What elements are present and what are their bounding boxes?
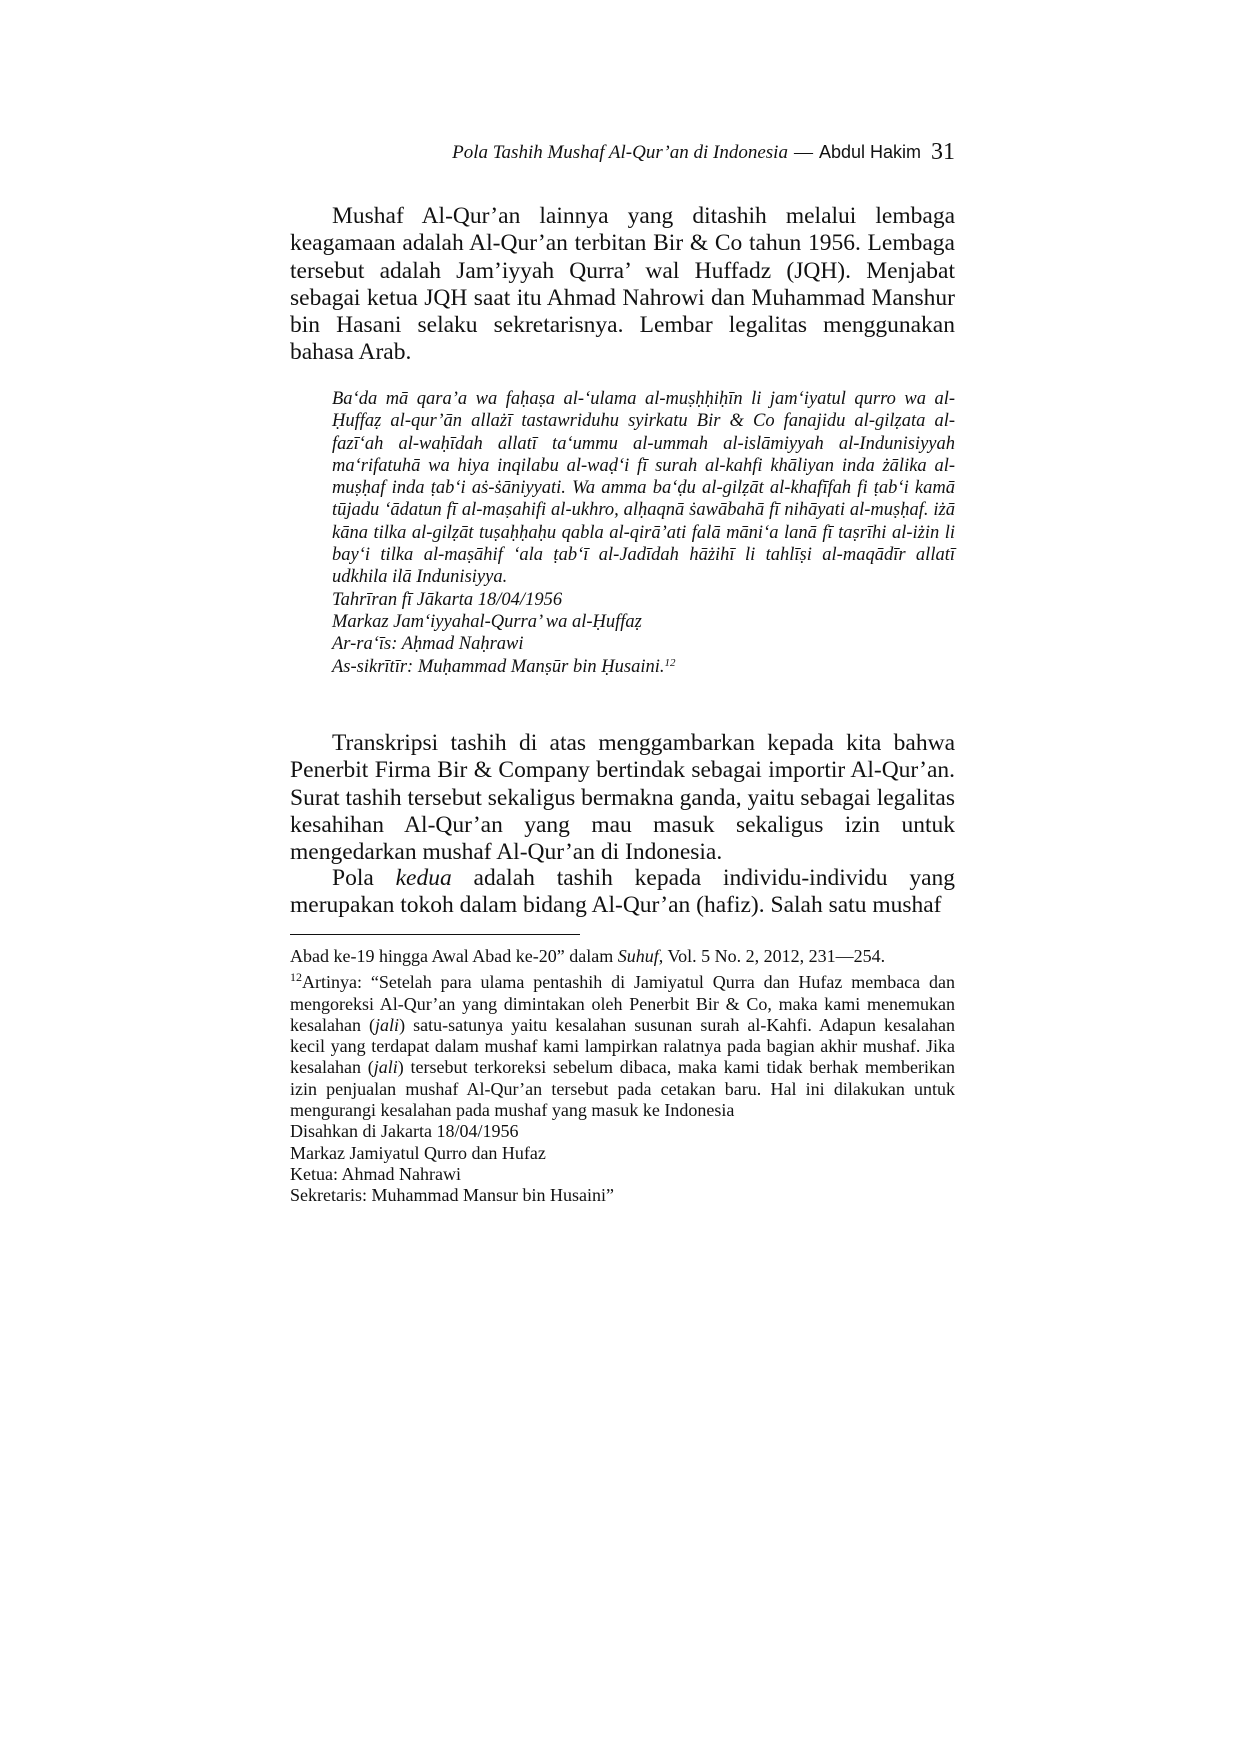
quote-signature-secretary: As-sikrītīr: Muḥammad Manṣūr bin Ḥusaini. (332, 656, 665, 677)
footnote-separator (290, 934, 580, 935)
quote-signature-line: Tahrīran fī Jākarta 18/04/1956 (332, 589, 563, 610)
body-paragraph-1 (290, 203, 955, 367)
footnote-12-text: ) tersebut terkoreksi sebelum dibaca, maka kami tidak berhak memberikan izin penjualan mushaf Al-Qur’an tersebut pada cetakan baru. Hal ini dilakukan untuk mengurangi kesalahan pada mushaf yang masuk ke Indonesia (290, 1057, 955, 1121)
footnotes (290, 946, 955, 1207)
footnote-reference-12[interactable]: 12 (664, 656, 676, 669)
quote-signature-line (332, 656, 955, 678)
footnote-12-signature-line: Ketua: Ahmad Nahrawi (290, 1163, 461, 1184)
footnote-12-text: Artinya: “Setelah para ulama pentashih di Jamiyatul Qurra dan Hufaz membaca dan mengoreksi Al-Qur’an yang dimintakan oleh Penerbit Bir & Co, maka kami menemukan kesalahan ( (290, 972, 955, 1035)
footnote-12 (290, 972, 955, 1121)
quote-signature-line: Ar-ra‘īs: Aḥmad Naḥrawi (332, 634, 524, 655)
paragraph-3-emphasis: kedua (395, 865, 452, 891)
body-paragraph-2 (290, 730, 955, 866)
footnote-12-term: jali (373, 1057, 398, 1078)
paragraph-3-text-end: adalah tashih kepada individu-individu yang merupakan tokoh dalam bidang Al-Qur’an (hafiz). Salah satu mushaf (290, 865, 955, 919)
running-header-author: Abdul Hakim (818, 142, 921, 162)
quote-signature-line: Markaz Jam‘iyyahal-Qurra’ wa al-Ḥuffaẓ (332, 611, 642, 632)
footnote-number: 12 (290, 970, 302, 985)
quote-text: Ba‘da mā qara’a wa faḥaṣa al-‘ulama al-muṣḥḥiḥīn li jam‘iyatul qurro wa al-Ḥuffaẓ al-qur’ān allażī tastawriduhu syirkatu Bir & Co fanajidu al-gilẓata al-fazī‘ah al-waḥīdah allatī ta‘ummu al-ummah al-islāmiyyah al-Indunisiyyah ma‘rifatuhā wa hiya inqilabu al-waḍ‘i fī surah al-kahfi khāliyan inda żālika al-muṣḥaf inda ṭab‘i aṡ-ṡāniyyati. Wa amma ba‘ḍu al-gilẓāt al-khafīfah fi ṭab‘i kamā tūjadu ‘ādatun fī al-maṣahifi al-ukhro, alḥaqnā ṡawābahā fī nihāyati al-muṣḥaf. iżā kāna tilka al-gilẓāt tuṣaḥḥaḥu qabla al-qirā’ati falā māni‘a lanā fī taṣrīhi al-iżin li bay‘i tilka al-maṣāhif ‘ala ṭab‘ī al-Jadīdah hāżihī li tahlīṣi al-maqādīr allatī udkhila ilā Indunisiyya. (332, 389, 955, 588)
running-header (452, 140, 955, 165)
footnote-12-signature-line: Markaz Jamiyatul Qurro dan Hufaz (290, 1142, 546, 1163)
paragraph-1-text: Mushaf Al-Qur’an lainnya yang ditashih melalui lembaga keagamaan adalah Al-Qur’an terbitan Bir & Co tahun 1956. Lembaga tersebut adalah Jam’iyyah Qurra’ wal Huffadz (JQH). Menjabat sebagai ketua JQH saat itu Ahmad Nahrowi dan Muhammad Manshur bin Hasani selaku sekretarisnya. Lembar legalitas menggunakan bahasa Arab. (290, 203, 955, 366)
body-paragraph-3 (290, 865, 955, 920)
footnote-continued (290, 946, 955, 967)
footnote-continued-citation: , Vol. 5 No. 2, 2012, 231—254. (658, 946, 886, 966)
running-header-title: Pola Tashih Mushaf Al-Qur’an di Indonesia (452, 142, 788, 163)
footnote-continued-text: Abad ke-19 hingga Awal Abad ke-20” dalam (290, 946, 618, 966)
page-number: 31 (931, 139, 955, 165)
paragraph-3-text-start: Pola (332, 865, 396, 891)
footnote-12-signature-line: Disahkan di Jakarta 18/04/1956 (290, 1121, 519, 1142)
footnote-12-signature-line: Sekretaris: Muhammad Mansur bin Husaini” (290, 1185, 614, 1206)
block-quote-transliteration (332, 388, 955, 678)
paragraph-2-text: Transkripsi tashih di atas menggambarkan kepada kita bahwa Penerbit Firma Bir & Company bertindak sebagai importir Al-Qur’an. Surat tashih tersebut sekaligus bermakna ganda, yaitu sebagai legalitas kesahihan Al-Qur’an yang mau masuk sekaligus izin untuk mengedarkan mushaf Al-Qur’an di Indonesia. (290, 730, 955, 866)
journal-title: Suhuf (617, 946, 659, 966)
footnote-12-text: ) satu-satunya yaitu kesalahan susunan surah al-Kahfi. Adapun kesalahan kecil yang terdapat dalam mushaf kami lampirkan ralatnya pada bagian akhir mushaf. Jika kesalahan ( (290, 1014, 955, 1078)
footnote-12-term: jali (375, 1014, 400, 1035)
running-header-dash: — (793, 142, 813, 163)
